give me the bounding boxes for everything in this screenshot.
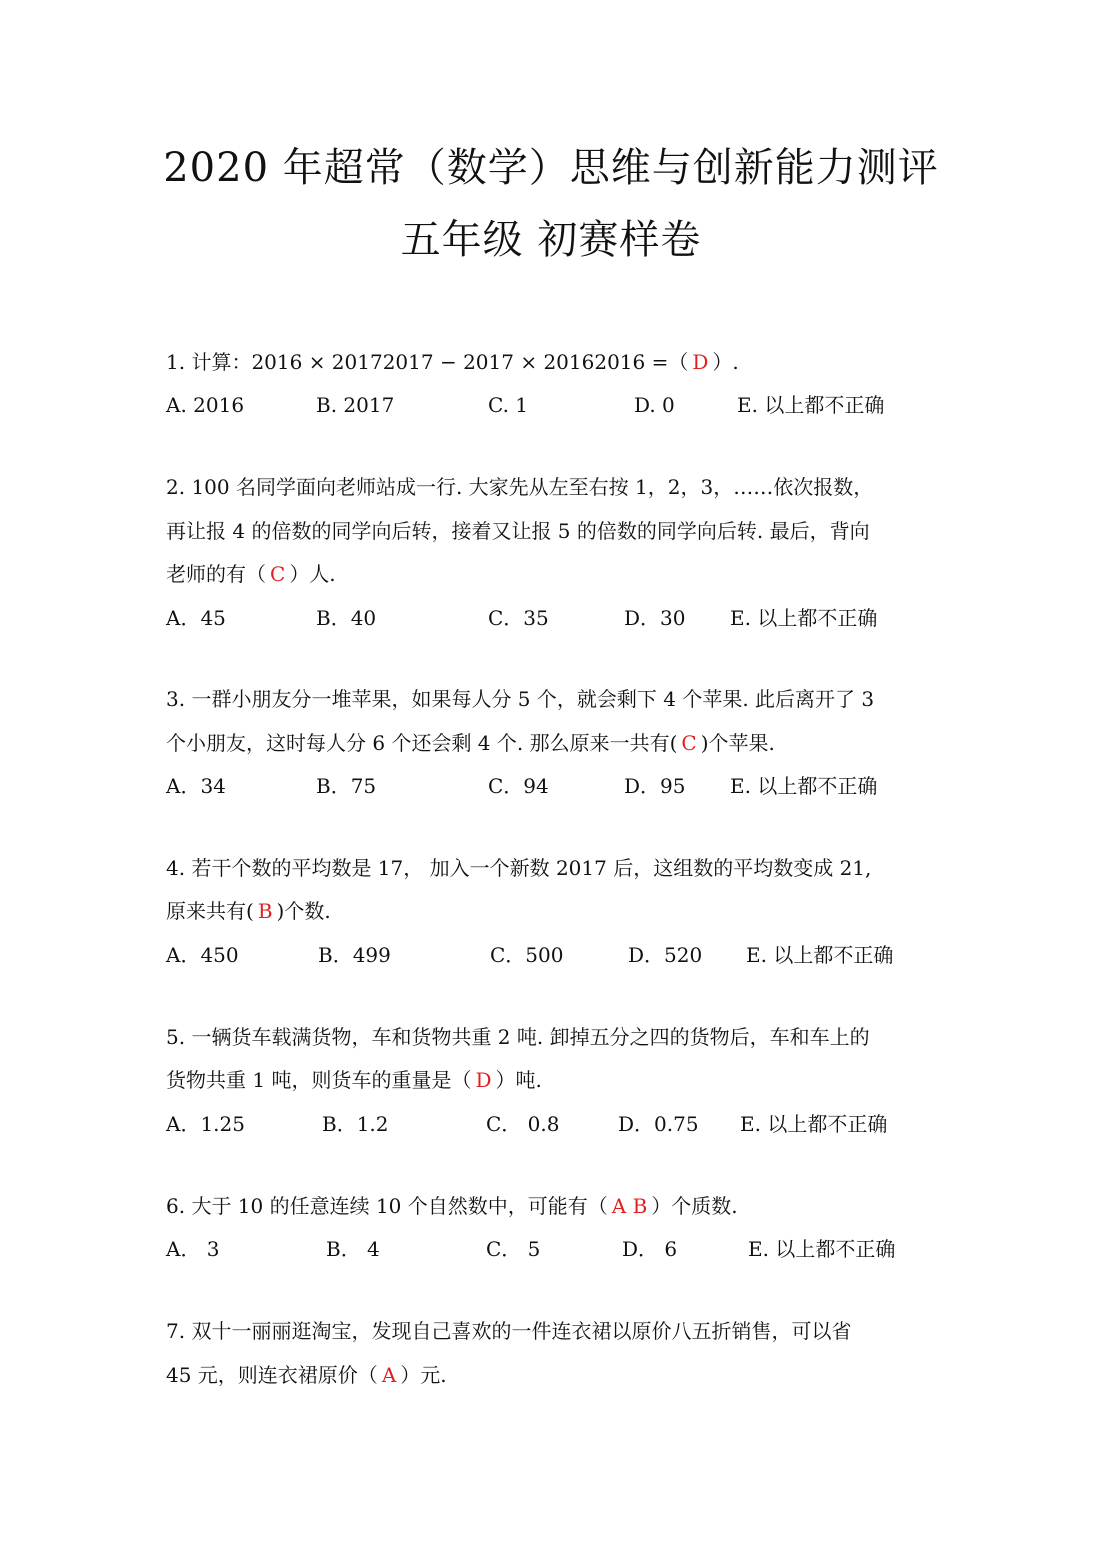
option-a: A. 2016 xyxy=(166,393,245,417)
option-b: B．40 xyxy=(316,606,377,630)
question-1-line-1 xyxy=(166,348,946,376)
option-c: C． 0.8 xyxy=(486,1112,560,1136)
question-4-line-1: 4. 若干个数的平均数是 17， 加入一个新数 2017 后，这组数的平均数变成 21, xyxy=(166,856,872,880)
question-text: 45 元，则连衣裙原价（ xyxy=(166,1363,378,1387)
question-7-line-1: 7. 双十一丽丽逛淘宝，发现自己喜欢的一件连衣裙以原价八五折销售，可以省 xyxy=(166,1319,852,1343)
question-text: 个小朋友，这时每人分 6 个还会剩 4 个. 那么原来一共有( xyxy=(166,731,678,755)
question-text: 原来共有( xyxy=(166,899,254,923)
option-c: C．500 xyxy=(490,943,564,967)
question-7-line-2 xyxy=(166,1361,946,1389)
question-2-line-2: 再让报 4 的倍数的同学向后转，接着又让报 5 的倍数的同学向后转. 最后，背向 xyxy=(166,519,870,543)
option-b: B. 2017 xyxy=(316,393,395,417)
question-tail: ）元. xyxy=(400,1363,447,1387)
option-c: C． 5 xyxy=(486,1237,541,1261)
option-d: D． 6 xyxy=(622,1237,678,1261)
question-tail: ）. xyxy=(712,350,739,374)
option-e: E. 以上都不正确 xyxy=(740,1112,888,1136)
answer-mark: C xyxy=(270,562,286,586)
option-c: C．35 xyxy=(488,606,549,630)
option-b: B．75 xyxy=(316,774,377,798)
option-a: A．450 xyxy=(166,943,239,967)
question-tail: ）个质数. xyxy=(651,1194,738,1218)
option-a: A．1.25 xyxy=(166,1112,245,1136)
option-b: B．499 xyxy=(318,943,391,967)
option-e: E. 以上都不正确 xyxy=(748,1237,896,1261)
option-d: D. 0 xyxy=(634,393,675,417)
question-5-line-1: 5. 一辆货车载满货物，车和货物共重 2 吨. 卸掉五分之四的货物后，车和车上的 xyxy=(166,1025,870,1049)
option-c: C．94 xyxy=(488,774,549,798)
question-text: 1. 计算：2016 × 20172017 − 2017 × 20162016 =（ xyxy=(166,350,689,374)
question-tail: ）人. xyxy=(289,562,336,586)
option-c: C. 1 xyxy=(488,393,529,417)
option-e: E. 以上都不正确 xyxy=(737,393,885,417)
answer-mark: A xyxy=(381,1363,397,1387)
answer-mark: A B xyxy=(611,1194,648,1218)
answer-mark: D xyxy=(692,350,709,374)
option-d: D．30 xyxy=(624,606,686,630)
question-5-line-2 xyxy=(166,1066,946,1094)
question-2-line-3 xyxy=(166,560,946,588)
option-d: D．520 xyxy=(628,943,703,967)
option-e: E. 以上都不正确 xyxy=(746,943,894,967)
page-title: 2020 年超常（数学）思维与创新能力测评 xyxy=(163,145,939,191)
question-tail: ）吨. xyxy=(495,1068,542,1092)
question-3-line-2 xyxy=(166,729,946,757)
option-d: D．0.75 xyxy=(618,1112,699,1136)
question-text: 6. 大于 10 的任意连续 10 个自然数中，可能有（ xyxy=(166,1194,608,1218)
option-d: D．95 xyxy=(624,774,686,798)
option-a: A． 3 xyxy=(166,1237,220,1261)
question-6-line-1 xyxy=(166,1192,946,1220)
question-3-line-1: 3. 一群小朋友分一堆苹果，如果每人分 5 个，就会剩下 4 个苹果. 此后离开了 3 xyxy=(166,687,875,711)
option-a: A．45 xyxy=(166,606,226,630)
question-tail: )个苹果. xyxy=(700,731,775,755)
option-e: E. 以上都不正确 xyxy=(730,774,878,798)
answer-mark: D xyxy=(475,1068,492,1092)
question-text: 老师的有（ xyxy=(166,562,266,586)
question-tail: )个数. xyxy=(276,899,331,923)
question-text: 货物共重 1 吨，则货车的重量是（ xyxy=(166,1068,472,1092)
answer-mark: B xyxy=(257,899,273,923)
option-e: E. 以上都不正确 xyxy=(730,606,878,630)
option-a: A．34 xyxy=(166,774,226,798)
question-2-line-1: 2. 100 名同学面向老师站成一行. 大家先从左至右按 1，2，3，……依次报数， xyxy=(166,475,874,499)
option-b: B． 4 xyxy=(326,1237,380,1261)
page-subtitle: 五年级 初赛样卷 xyxy=(400,217,702,263)
option-b: B．1.2 xyxy=(322,1112,389,1136)
answer-mark: C xyxy=(681,731,697,755)
question-4-line-2 xyxy=(166,897,946,925)
